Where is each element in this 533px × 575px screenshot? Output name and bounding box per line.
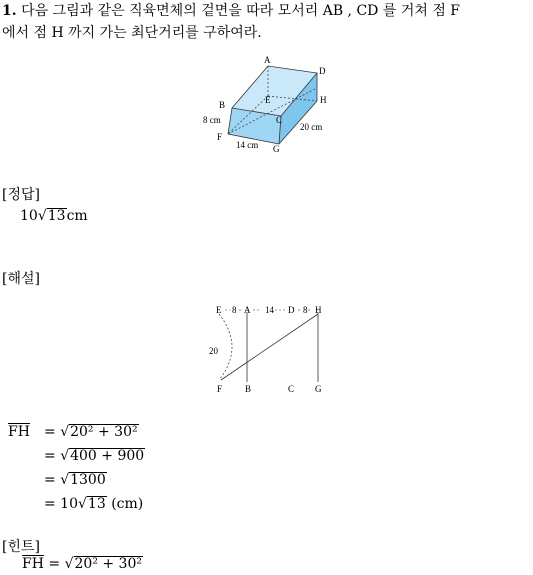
question-text-1: 다음 그림과 같은 직육면체의 겉면을 따라 모서리 AB , CD 를 거쳐 점 F bbox=[21, 3, 461, 19]
step-3-radicand: 1300 bbox=[70, 472, 106, 488]
step-3 bbox=[44, 472, 107, 488]
box-figure bbox=[200, 56, 335, 156]
question-line-1 bbox=[2, 0, 460, 22]
question-text-2: 에서 점 H 까지 가는 최단거리를 구하여라. bbox=[2, 25, 262, 41]
label-F: F bbox=[217, 132, 223, 142]
net-label-F: F bbox=[217, 384, 223, 394]
sqrt-icon: √ bbox=[37, 208, 47, 224]
net-label-8a: 8 bbox=[232, 305, 237, 315]
net-label-B: B bbox=[245, 384, 252, 394]
dim-depth: 20 cm bbox=[300, 122, 323, 132]
step-2 bbox=[44, 448, 145, 464]
answer-unit: cm bbox=[66, 208, 88, 224]
net-label-D: D bbox=[288, 305, 295, 315]
hint-lhs: $\overline{FH}$ bbox=[22, 556, 44, 572]
step-3-eq: = bbox=[44, 472, 61, 488]
sqrt-icon: √ bbox=[60, 448, 70, 464]
step-4 bbox=[44, 496, 143, 512]
step-4-radicand: 13 bbox=[87, 496, 106, 512]
sqrt-icon: √ bbox=[64, 556, 74, 572]
label-G: G bbox=[273, 144, 280, 154]
hint-formula bbox=[22, 556, 143, 572]
step-1-radicand: 20² + 30² bbox=[70, 424, 138, 440]
label-E: E bbox=[265, 95, 271, 105]
label-A: A bbox=[264, 56, 271, 65]
answer-coef: 10 bbox=[20, 208, 38, 224]
step-4-eq: = 10 bbox=[44, 496, 78, 512]
hint-radicand: 20² + 30² bbox=[74, 556, 142, 572]
net-label-8b: 8 bbox=[303, 305, 308, 315]
net-label-H: H bbox=[315, 305, 322, 315]
step-1 bbox=[8, 424, 139, 440]
answer-value bbox=[20, 208, 88, 224]
step-2-eq: = bbox=[44, 448, 61, 464]
hint-eq: = bbox=[43, 556, 65, 572]
label-D: D bbox=[319, 66, 326, 76]
step-1-eq: = bbox=[44, 424, 61, 440]
sqrt-icon: √ bbox=[60, 472, 70, 488]
step-2-radicand: 400 + 900 bbox=[70, 448, 145, 464]
label-C: C bbox=[276, 115, 283, 125]
dim-width: 14 cm bbox=[236, 140, 259, 150]
answer-header: [정답] bbox=[2, 187, 40, 203]
step-1-lhs: $\overline{FH}$ bbox=[8, 424, 30, 440]
label-B: B bbox=[219, 100, 226, 110]
dim-height: 8 cm bbox=[203, 115, 221, 125]
question-line-2 bbox=[2, 22, 262, 44]
net-label-C: C bbox=[288, 384, 295, 394]
sqrt-icon: √ bbox=[78, 496, 87, 512]
label-H: H bbox=[320, 95, 327, 105]
step-4-unit: (cm) bbox=[106, 496, 144, 512]
net-figure bbox=[205, 302, 330, 397]
net-label-E: E bbox=[216, 305, 222, 315]
net-label-A: A bbox=[244, 305, 251, 315]
explanation-header: [해설] bbox=[2, 271, 40, 287]
net-label-14: 14 bbox=[265, 305, 274, 315]
sqrt-icon: √ bbox=[60, 424, 70, 440]
question-number: 1. bbox=[2, 3, 17, 19]
answer-radicand: 13 bbox=[47, 208, 66, 224]
hint-header: [힌트] bbox=[2, 539, 40, 555]
net-label-20: 20 bbox=[209, 346, 218, 356]
net-label-G: G bbox=[315, 384, 322, 394]
